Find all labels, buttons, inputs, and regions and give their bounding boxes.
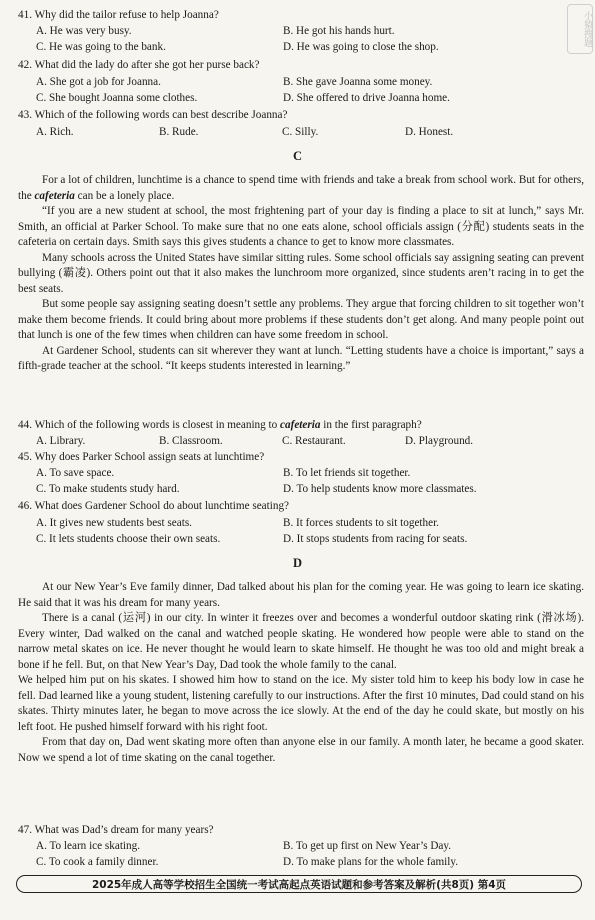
option-44-d: D. Playground. <box>405 435 474 447</box>
option-41-d: D. He was going to close the shop. <box>283 40 439 53</box>
passage-c-paragraph-5: At Gardener School, students can sit wherever they want at lunch. “Letting students have a choice is important,” says a fifth-grade teacher at the school. “It keeps students interested in learning.” <box>18 344 584 372</box>
option-43-b: B. Rude. <box>159 126 199 138</box>
question-42-stem: 42. What did the lady do after she got her purse back? <box>18 59 260 71</box>
option-47-c: C. To cook a family dinner. <box>36 855 159 868</box>
option-42-a: A. She got a job for Joanna. <box>36 76 161 88</box>
option-44-b: B. Classroom. <box>159 435 223 447</box>
option-47-d: D. To make plans for the whole family. <box>283 855 459 868</box>
option-42-b: B. She gave Joanna some money. <box>283 76 433 88</box>
passage-c-paragraph-2: “If you are a new student at school, the most frightening part of your day is finding a place to sit at lunch,” says Mr. Smith, an official at Parker School. To make sure that no one eats alone, school officials assign (分配) students seats in the cafeteria on certain days. Smith says this gives students a chance to get to know more classmates. <box>18 205 584 248</box>
option-43-d: D. Honest. <box>405 126 454 138</box>
passage-c-paragraph-4: But some people say assigning seating doesn’t settle any problems. They argue that forcing children to sit together won’t make them become friends. It could bring about more problems if these students don’t get along. And many people point out that lunch is one of the few times when children can have some freedom in school. <box>18 298 584 341</box>
page-footer: 2025年成人高等学校招生全国统一考试高起点英语试题和参考答案及解析(共8页) 第4页 <box>16 875 582 893</box>
option-46-b: B. It forces students to sit together. <box>283 517 439 529</box>
option-42-c: C. She bought Joanna some clothes. <box>36 91 198 104</box>
option-43-a: A. Rich. <box>36 126 74 138</box>
watermark-logo: 小猿搜题 <box>567 4 593 54</box>
question-47-stem: 47. What was Dad’s dream for many years? <box>18 824 214 836</box>
option-46-c: C. It lets students choose their own seats. <box>36 532 221 545</box>
option-45-d: D. To help students know more classmates. <box>283 482 477 495</box>
section-d-heading: D <box>292 556 303 570</box>
option-41-a: A. He was very busy. <box>36 25 132 37</box>
passage-d-paragraph-3: We helped him put on his skates. I showed him how to stand on the ice. My sister told him to keep his body low in case he fell. Dad learned like a young student, listening carefully to our instructions. After the first 10 minutes, Dad could stand on his skates. Thirty minutes later, he began to move across the ice slowly. At the end of the day he could skate, but mostly on his left foot. He pushed himself forward with his right foot. <box>18 674 584 733</box>
passage-c-paragraph-1: For a lot of children, lunchtime is a chance to spend time with friends and take a break from school work. But for others, the cafeteria can be a lonely place. <box>18 174 584 202</box>
passage-d-paragraph-2: There is a canal (运河) in our city. In winter it freezes over and becomes a wonderful outdoor skating rink (滑冰场). Every winter, Dad walked on the canal and watched people skating. He wondered how people were able to stand on the narrow metal skates on ice. He never thought he would learn to skate himself. He thought he was too old and might break a bone if he fell. But, on that New Year’s Day, Dad took the whole family to the canal. <box>18 612 584 671</box>
question-44-stem: 44. Which of the following words is closest in meaning to cafeteria in the first paragraph? <box>18 419 422 431</box>
question-41-options <box>36 24 581 55</box>
option-45-b: B. To let friends sit together. <box>283 467 411 479</box>
question-43-options <box>36 125 581 141</box>
option-45-a: A. To save space. <box>36 467 115 479</box>
option-47-a: A. To learn ice skating. <box>36 840 141 852</box>
option-44-c: C. Restaurant. <box>282 435 346 447</box>
passage-c-paragraph-3: Many schools across the United States have similar sitting rules. Some school officials say assigning seating can prevent bullying (霸凌). Others point out that it also makes the lunchroom more organized, since students aren’t racing in to get the best seats. <box>18 251 584 295</box>
option-44-a: A. Library. <box>36 435 86 447</box>
question-45-stem: 45. Why does Parker School assign seats at lunchtime? <box>18 451 265 463</box>
cafeteria-term: cafeteria <box>34 189 75 202</box>
option-47-b: B. To get up first on New Year’s Day. <box>283 840 452 852</box>
question-46-stem: 46. What does Gardener School do about lunchtime seating? <box>18 500 290 512</box>
option-43-c: C. Silly. <box>282 126 319 138</box>
question-41-stem: 41. Why did the tailor refuse to help Joanna? <box>18 9 219 21</box>
option-41-c: C. He was going to the bank. <box>36 40 166 53</box>
question-46-options <box>36 516 581 547</box>
cafeteria-term: cafeteria <box>280 419 321 431</box>
passage-d-paragraph-4: From that day on, Dad went skating more often than anyone else in our family. A month later, he became a good skater. Now we spend a lot of time skating on the canal together. <box>18 736 584 764</box>
option-46-d: D. It stops students from racing for seats. <box>283 532 468 545</box>
question-42-options <box>36 75 581 106</box>
option-46-a: A. It gives new students best seats. <box>36 517 192 529</box>
passage-d <box>18 580 584 766</box>
question-47-options <box>36 839 581 870</box>
option-42-d: D. She offered to drive Joanna home. <box>283 91 450 104</box>
passage-c <box>18 173 584 375</box>
option-41-b: B. He got his hands hurt. <box>283 25 395 37</box>
section-c-heading: C <box>292 149 303 163</box>
question-44-options <box>36 434 581 450</box>
option-45-c: C. To make students study hard. <box>36 482 180 495</box>
passage-d-paragraph-1: At our New Year’s Eve family dinner, Dad talked about his plan for the coming year. He was going to learn ice skating. He said that it was his dream for many years. <box>18 581 584 609</box>
question-45-options <box>36 466 581 497</box>
question-43-stem: 43. Which of the following words can best describe Joanna? <box>18 109 288 121</box>
